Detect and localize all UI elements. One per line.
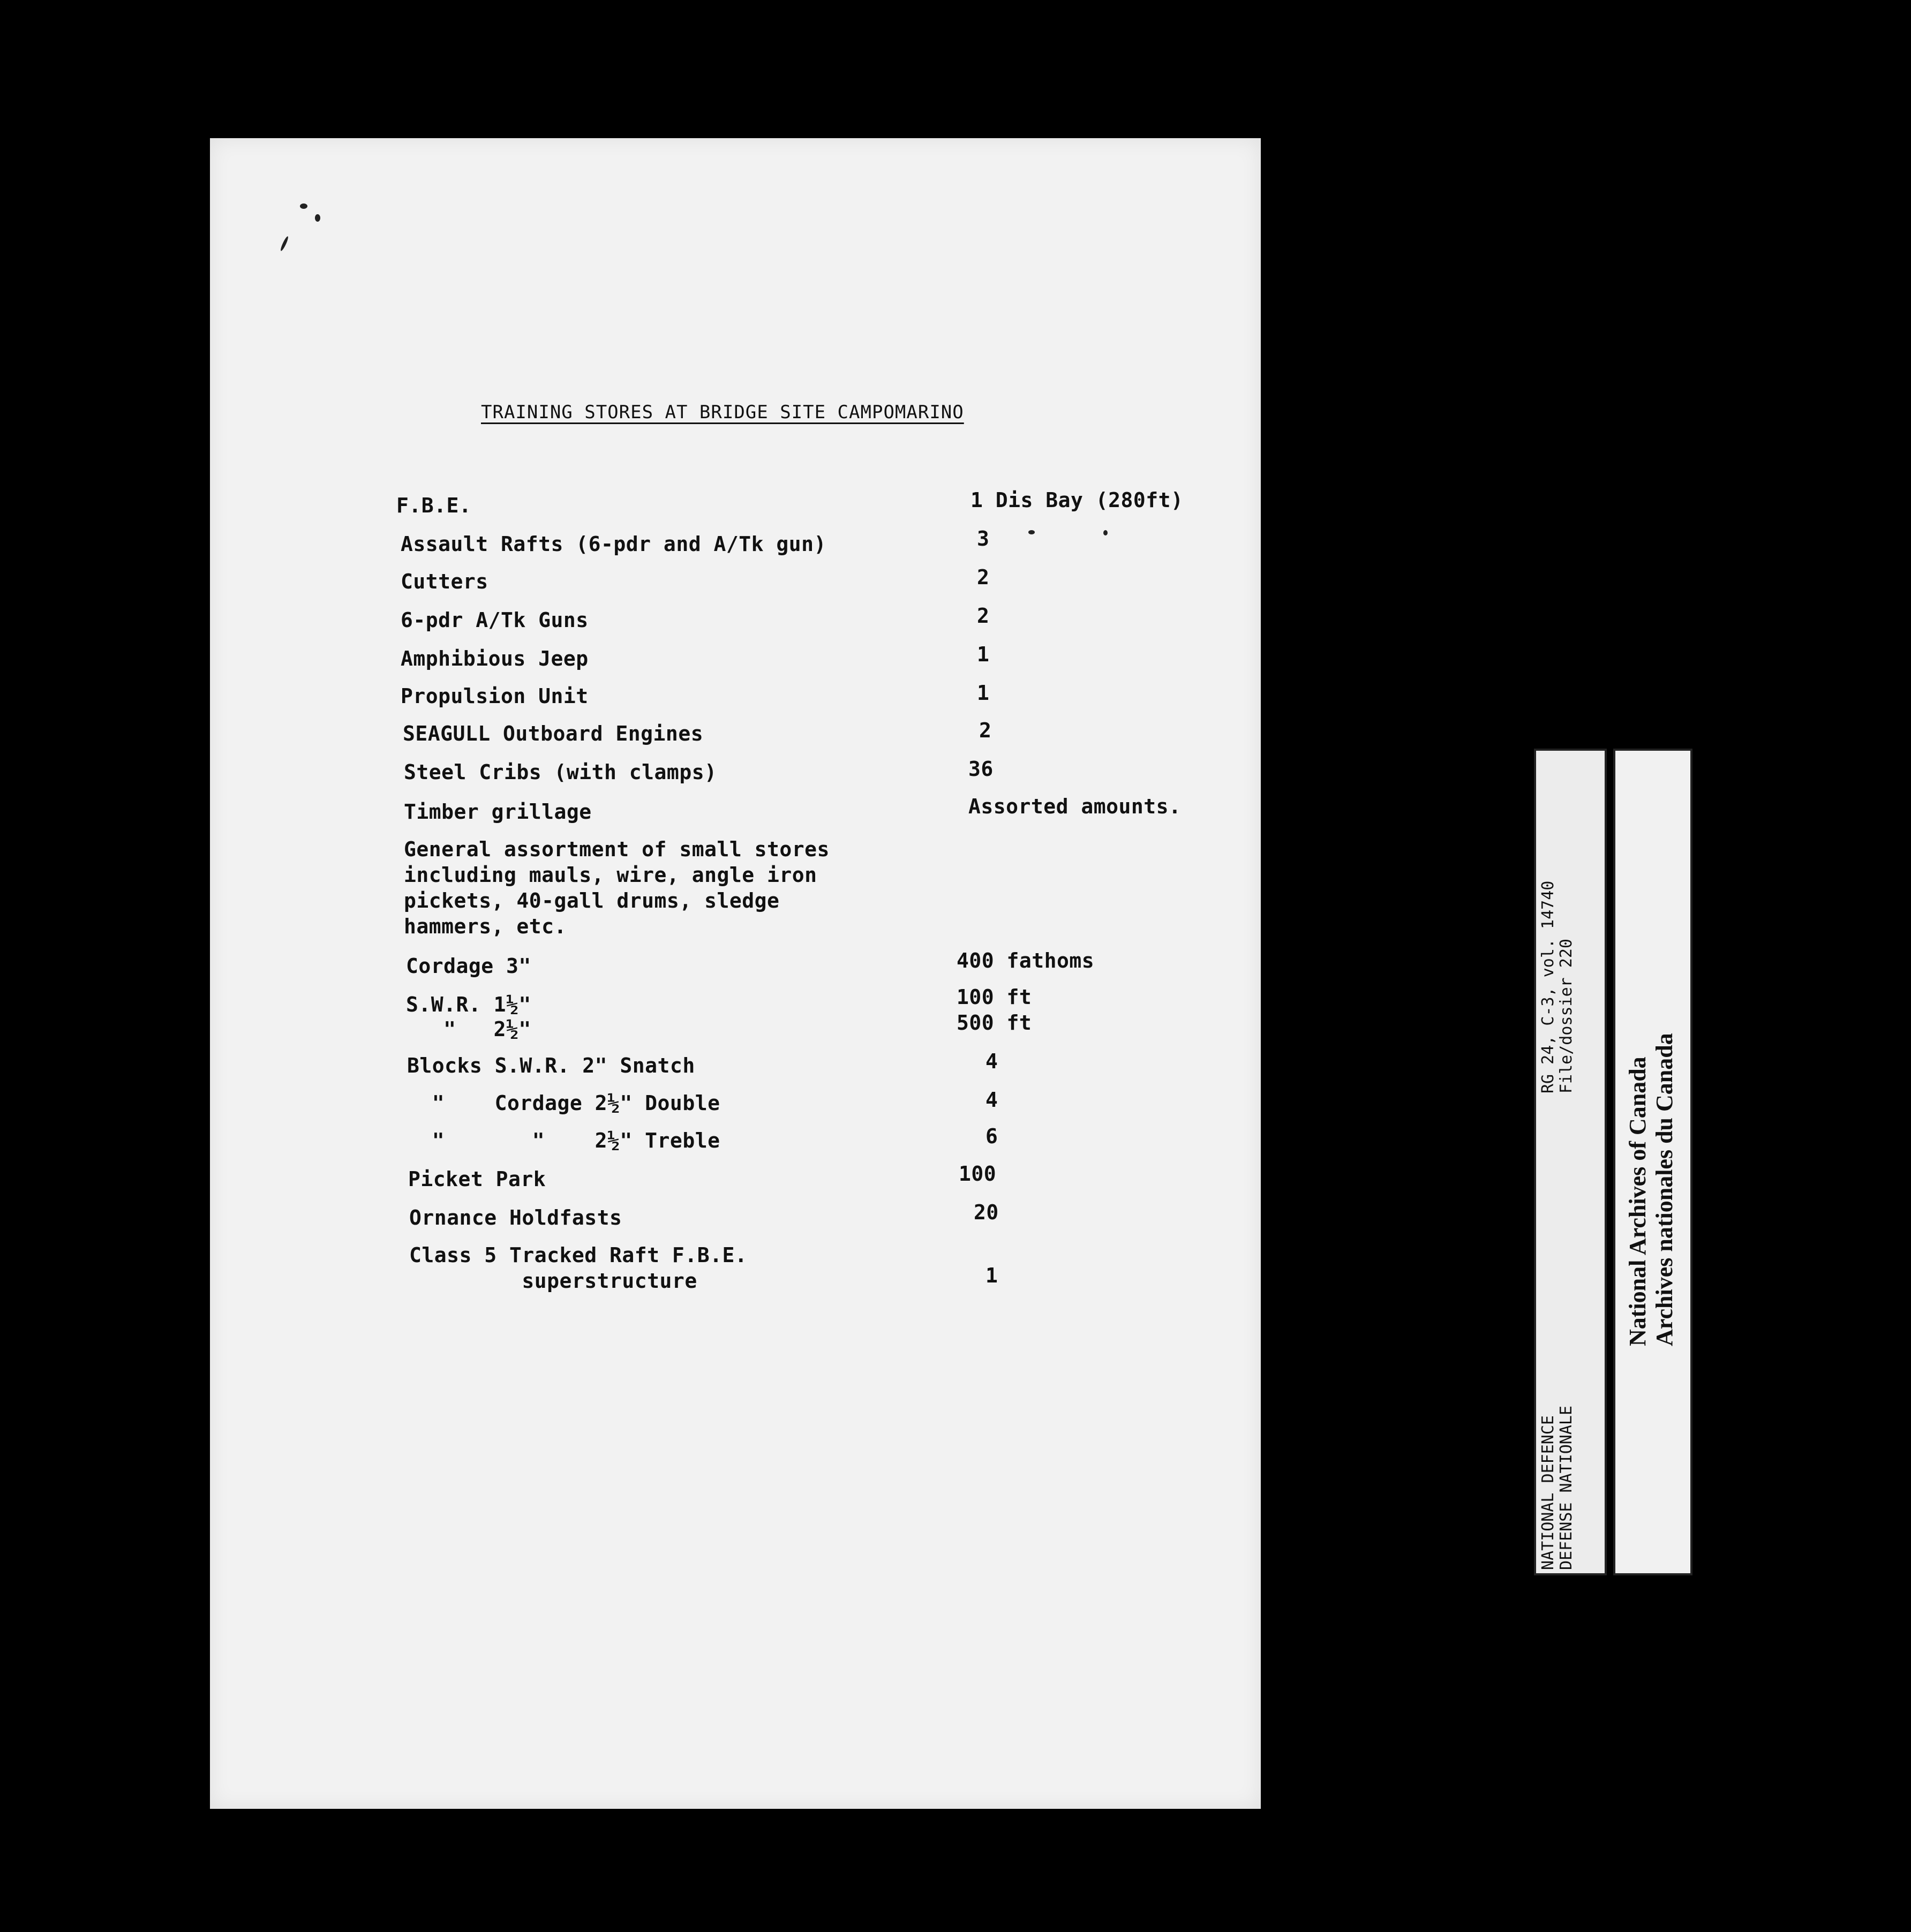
- item-qty: 400 fathoms: [957, 949, 1095, 972]
- item-name-line: superstructure: [409, 1269, 697, 1293]
- archive-label: [1534, 749, 1692, 1575]
- item-qty: 100: [959, 1162, 997, 1186]
- item-name: S.W.R. 1½": [406, 993, 531, 1016]
- item-name-line: pickets, 40-gall drums, sledge: [404, 889, 780, 912]
- item-name-line: hammers, etc.: [404, 915, 567, 938]
- item-name: Timber grillage: [404, 800, 592, 824]
- archive-reference-line2: File/dossier 220: [1557, 939, 1576, 1093]
- archive-label-reference-strip: [1534, 749, 1607, 1575]
- item-name-line: including mauls, wire, angle iron: [404, 863, 817, 887]
- item-name: " " 2½" Treble: [407, 1129, 720, 1152]
- item-qty: 100 ft: [957, 985, 1032, 1009]
- item-qty: 1: [977, 681, 990, 705]
- item-name: Assault Rafts (6-pdr and A/Tk gun): [401, 532, 826, 556]
- item-qty: Assorted amounts.: [968, 795, 1182, 818]
- item-name: " Cordage 2½" Double: [407, 1091, 720, 1115]
- item-qty: 36: [968, 757, 994, 781]
- item-name: Cordage 3": [406, 954, 531, 978]
- item-qty: 2: [977, 604, 990, 628]
- ink-speck: [1103, 530, 1108, 535]
- item-name: Blocks S.W.R. 2" Snatch: [407, 1054, 695, 1077]
- item-name: Picket Park: [408, 1167, 546, 1191]
- archive-institution-en: National Archives of Canada: [1624, 1056, 1651, 1346]
- item-name: Propulsion Unit: [401, 684, 589, 708]
- item-name: F.B.E.: [396, 494, 472, 517]
- item-qty: 1: [977, 643, 990, 666]
- archive-label-institution-strip: [1613, 749, 1692, 1575]
- ink-speck: [300, 203, 307, 209]
- item-qty: 2: [977, 565, 990, 589]
- item-name: Steel Cribs (with clamps): [404, 760, 717, 784]
- item-name: Cutters: [401, 570, 488, 593]
- item-name: SEAGULL Outboard Engines: [403, 722, 704, 745]
- archive-department-line2: DEFENSE NATIONALE: [1557, 1405, 1576, 1570]
- item-qty: 1 Dis Bay (280ft): [970, 488, 1184, 512]
- item-qty: 20: [974, 1201, 999, 1224]
- item-qty: 1: [985, 1264, 998, 1287]
- item-qty: 500 ft: [957, 1011, 1032, 1035]
- ink-speck: [315, 214, 320, 222]
- archive-department-line1: NATIONAL DEFENCE: [1539, 1415, 1558, 1570]
- item-name: 6-pdr A/Tk Guns: [401, 608, 589, 632]
- page-title: TRAINING STORES AT BRIDGE SITE CAMPOMARINO: [481, 402, 964, 423]
- item-qty: 2: [979, 719, 992, 742]
- ink-speck: [1028, 530, 1035, 534]
- item-name: " 2½": [406, 1017, 531, 1041]
- archive-institution-fr: Archives nationales du Canada: [1651, 1033, 1677, 1346]
- item-qty: 4: [985, 1088, 998, 1112]
- item-name: Amphibious Jeep: [401, 647, 589, 670]
- archive-reference-line1: RG 24, C-3, vol. 14740: [1539, 880, 1558, 1093]
- document-page: [210, 138, 1261, 1809]
- item-qty: 3: [977, 527, 990, 550]
- item-qty: 6: [985, 1125, 998, 1148]
- item-qty: 4: [985, 1050, 998, 1073]
- item-name: Ornance Holdfasts: [409, 1206, 622, 1229]
- item-name-line: General assortment of small stores: [404, 837, 830, 861]
- item-name-line: Class 5 Tracked Raft F.B.E.: [409, 1243, 748, 1267]
